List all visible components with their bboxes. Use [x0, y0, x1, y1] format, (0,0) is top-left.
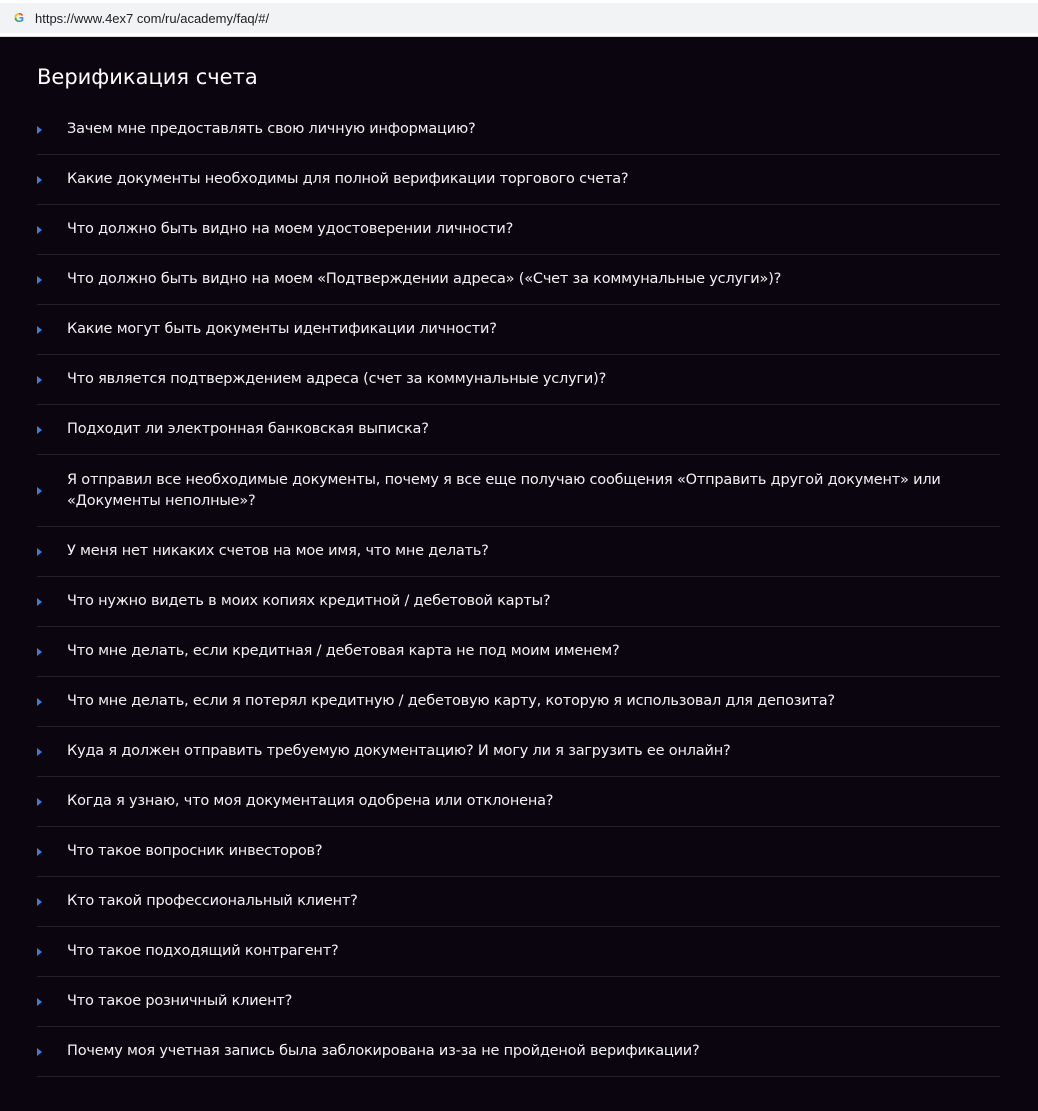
faq-question[interactable]: Что мне делать, если я потерял кредитную / дебетовую карту, которую я использовал для депозита? [67, 693, 835, 709]
faq-item[interactable] [37, 455, 1000, 527]
caret-right-icon [37, 798, 42, 806]
faq-question[interactable]: Почему моя учетная запись была заблокирована из-за не пройденой верификации? [67, 1043, 700, 1059]
faq-question[interactable]: Что такое розничный клиент? [67, 993, 293, 1009]
faq-item[interactable] [37, 255, 1000, 305]
faq-item[interactable] [37, 405, 1000, 455]
faq-question[interactable]: Я отправил все необходимые документы, почему я все еще получаю сообщения «Отправить другой документ» или «Документы неполные»? [67, 471, 941, 509]
faq-item[interactable] [37, 727, 1000, 777]
caret-right-icon [37, 487, 42, 495]
faq-question[interactable]: Когда я узнаю, что моя документация одобрена или отклонена? [67, 793, 554, 809]
faq-question[interactable]: Что должно быть видно на моем «Подтверждении адреса» («Счет за коммунальные услуги»)? [67, 271, 782, 287]
caret-right-icon [37, 998, 42, 1006]
faq-question[interactable]: Что такое вопросник инвесторов? [67, 843, 323, 859]
caret-right-icon [37, 126, 42, 134]
caret-right-icon [37, 898, 42, 906]
browser-address-bar-frame [0, 0, 1038, 37]
faq-question[interactable]: Какие могут быть документы идентификации личности? [67, 321, 497, 337]
caret-right-icon [37, 226, 42, 234]
faq-question[interactable]: Что должно быть видно на моем удостоверении личности? [67, 221, 514, 237]
faq-item[interactable] [37, 877, 1000, 927]
faq-item[interactable] [37, 777, 1000, 827]
caret-right-icon [37, 326, 42, 334]
faq-item[interactable] [37, 677, 1000, 727]
caret-right-icon [37, 648, 42, 656]
faq-item[interactable] [37, 155, 1000, 205]
caret-right-icon [37, 376, 42, 384]
caret-right-icon [37, 698, 42, 706]
caret-right-icon [37, 548, 42, 556]
faq-question[interactable]: Какие документы необходимы для полной верификации торгового счета? [67, 171, 629, 187]
browser-address-bar[interactable] [0, 3, 1038, 33]
faq-question[interactable]: Что мне делать, если кредитная / дебетовая карта не под моим именем? [67, 643, 620, 659]
url-text[interactable]: https://www.4ex7 com/ru/academy/faq/#/ [35, 10, 270, 26]
faq-item[interactable] [37, 305, 1000, 355]
caret-right-icon [37, 598, 42, 606]
caret-right-icon [37, 1048, 42, 1056]
caret-right-icon [37, 948, 42, 956]
caret-right-icon [37, 276, 42, 284]
faq-item[interactable] [37, 927, 1000, 977]
faq-item[interactable] [37, 105, 1000, 155]
caret-right-icon [37, 176, 42, 184]
faq-question[interactable]: Кто такой профессиональный клиент? [67, 893, 358, 909]
faq-item[interactable] [37, 355, 1000, 405]
faq-item[interactable] [37, 577, 1000, 627]
faq-section [0, 37, 1000, 1077]
faq-list [37, 105, 1000, 1077]
section-title: Верификация счета [37, 65, 258, 89]
faq-question[interactable]: Что нужно видеть в моих копиях кредитной / дебетовой карты? [67, 593, 551, 609]
faq-question[interactable]: Что такое подходящий контрагент? [67, 943, 339, 959]
faq-question[interactable]: Подходит ли электронная банковская выписка? [67, 421, 429, 437]
faq-item[interactable] [37, 977, 1000, 1027]
caret-right-icon [37, 748, 42, 756]
faq-question[interactable]: У меня нет никаких счетов на мое имя, что мне делать? [67, 543, 489, 559]
faq-item[interactable] [37, 205, 1000, 255]
google-g-icon: G [13, 10, 25, 25]
faq-item[interactable] [37, 527, 1000, 577]
caret-right-icon [37, 848, 42, 856]
faq-question[interactable]: Куда я должен отправить требуемую документацию? И могу ли я загрузить ее онлайн? [67, 743, 731, 759]
faq-item[interactable] [37, 827, 1000, 877]
faq-item[interactable] [37, 1027, 1000, 1077]
faq-question[interactable]: Что является подтверждением адреса (счет за коммунальные услуги)? [67, 371, 607, 387]
caret-right-icon [37, 426, 42, 434]
faq-item[interactable] [37, 627, 1000, 677]
faq-question[interactable]: Зачем мне предоставлять свою личную информацию? [67, 121, 476, 137]
